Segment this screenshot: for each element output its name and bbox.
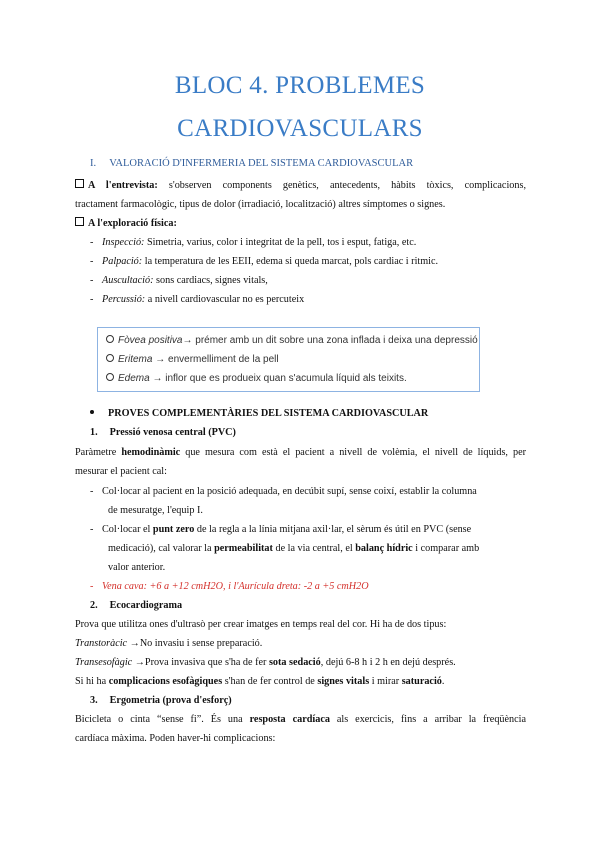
ergo-paragraph-line-2: cardíaca màxima. Poden haver-hi complicacions: (75, 733, 276, 744)
section-1-number: I. (90, 158, 97, 169)
item-text: a nivell cardiovascular no es percuteix (145, 294, 305, 305)
dash-bullet: - (90, 524, 94, 535)
checkbox-square-icon (75, 179, 84, 188)
item-text: la temperatura de les EEII, edema si queda marcat, pols cardiac i ritmic. (142, 256, 439, 267)
circle-bullet-icon (106, 335, 114, 343)
ergo-paragraph: Bicicleta o cinta “sense fi”. És una resposta cardíaca als exercicis, fins a arribar la freqüència (75, 714, 526, 725)
dash-bullet: - (90, 237, 94, 248)
eco-complicacions: Si hi ha complicacions esofàgiques s'han de fer control de signes vitals i mirar saturació. (75, 676, 445, 687)
entrevista-text-line-2: tractament farmacològic, tipus de dolor (irradiació, localització) altres símptomes o signes. (75, 199, 446, 210)
eco-title: Ecocardiograma (109, 600, 183, 611)
dash-bullet: - (90, 275, 94, 286)
page-title-line-1: BLOC 4. PROBLEMES (174, 72, 426, 99)
dash-bullet: - (90, 486, 94, 497)
exploracio-label: A l'exploració física: (88, 218, 177, 229)
definition-eritema (106, 354, 279, 365)
pvc-heading (90, 426, 236, 439)
pvc-intro: Paràmetre hemodinàmic que mesura com està el pacient a nivell de volèmia, el nivell de líquids, per (75, 447, 527, 458)
ergo-number: 3. (90, 695, 98, 706)
dash-bullet: - (90, 294, 94, 305)
definition-text: → envermelliment de la pell (152, 354, 279, 365)
pvc-reference-text: Vena cava: +6 a +12 cmH2O, i l'Aurícula dreta: -2 a +5 cmH2O (102, 581, 369, 592)
exploracio-item-inspeccio (90, 236, 416, 249)
eco-transtoracic: Transtoràcic →No invasiu i sense preparació. (75, 638, 263, 649)
eco-intro: Prova que utilitza ones d'ultrasò per crear imatges en temps real del cor. Hi ha de dos tipus: (75, 619, 447, 630)
ergo-title: Ergometria (prova d'esforç) (109, 695, 232, 706)
definition-term: Fòvea positiva (118, 335, 183, 346)
pvc-bullet-2: - Col·locar el punt zero de la regla a la línia mitjana axil·lar, el sèrum és útil en PVC (sense (90, 524, 472, 535)
item-term: Auscultació: (102, 275, 154, 286)
pvc-bullet-1-text: Col·locar al pacient en la posició adequada, en decúbit supí, sense coixí, establir la columna (102, 486, 477, 497)
pvc-bullet-2-line-2: medicació), cal valorar la permeabilitat de la via central, el balanç hídric i comparar amb (108, 543, 480, 554)
item-term: Palpació: (102, 256, 143, 267)
definition-term: Edema (118, 373, 150, 384)
definition-text: → prémer amb un dit sobre una zona inflada i deixa una depressió (182, 335, 478, 346)
exploracio-item-auscultacio (90, 274, 268, 287)
pvc-title: Pressió venosa central (PVC) (109, 427, 236, 438)
pvc-bullet-1 (90, 485, 477, 498)
item-text: sons cardiacs, signes vitals, (153, 275, 268, 286)
circle-bullet-icon (106, 354, 114, 362)
pvc-bullet-1-line-2: de mesuratge, l'equip I. (108, 505, 203, 516)
bullet-dot-icon (90, 410, 94, 414)
definition-edema (106, 373, 407, 384)
pvc-reference-values (90, 580, 369, 593)
definition-term: Eritema (118, 354, 153, 365)
exploracio-item-percussio (90, 293, 304, 306)
eco-heading (90, 599, 182, 612)
entrevista-paragraph (75, 179, 526, 192)
pvc-bullet-2-line-3: valor anterior. (108, 562, 166, 573)
entrevista-label: A l'entrevista: (88, 180, 158, 191)
pvc-intro-line-2: mesurar el pacient cal: (75, 466, 167, 477)
eco-number: 2. (90, 600, 98, 611)
item-text: Simetria, varius, color i integritat de la pell, tos i esput, fatiga, etc. (144, 237, 417, 248)
section-2-title: PROVES COMPLEMENTÀRIES DEL SISTEMA CARDIOVASCULAR (108, 408, 429, 419)
section-2-heading (90, 407, 428, 420)
dash-bullet: - (90, 581, 94, 592)
page-title-line-2: CARDIOVASCULARS (177, 115, 423, 142)
section-1-heading (90, 158, 413, 169)
pvc-number: 1. (90, 427, 98, 438)
ergo-heading (90, 694, 232, 707)
definition-text: → inflor que es produeix quan s'acumula líquid als teixits. (149, 373, 407, 384)
circle-bullet-icon (106, 373, 114, 381)
item-term: Inspecció: (102, 237, 145, 248)
eco-transesofagic: Transesofàgic →Prova invasiva que s'ha de fer sota sedació, dejú 6-8 h i 2 h en dejú després. (75, 657, 456, 668)
section-1-title: VALORACIÓ D'INFERMERIA DEL SISTEMA CARDIOVASCULAR (109, 158, 414, 169)
dash-bullet: - (90, 256, 94, 267)
entrevista-text: s'observen components genètics, antecedents, hàbits tòxics, complicacions, (157, 180, 526, 191)
exploracio-item-palpacio (90, 255, 438, 268)
exploracio-heading (75, 217, 177, 230)
definition-fovea (106, 335, 478, 346)
checkbox-square-icon (75, 217, 84, 226)
item-term: Percussió: (102, 294, 146, 305)
